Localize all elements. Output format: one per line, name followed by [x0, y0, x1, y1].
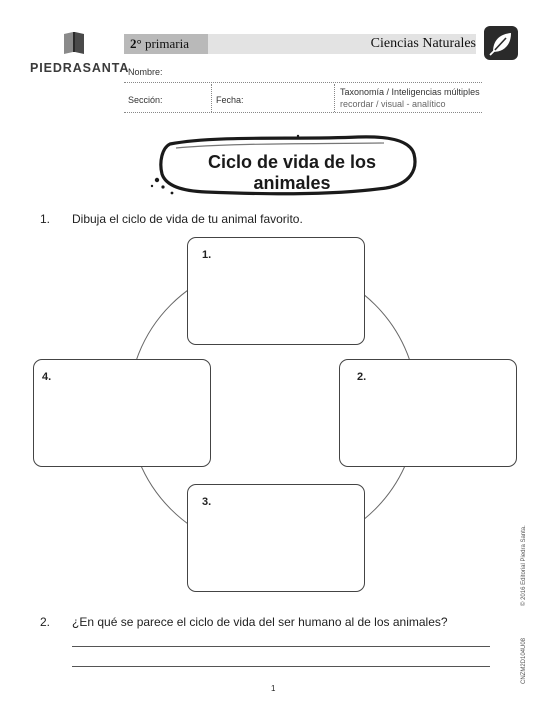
field-divider	[334, 84, 335, 112]
leaf-icon	[484, 26, 518, 60]
answer-line[interactable]	[72, 666, 490, 667]
cycle-box-label: 2.	[357, 371, 367, 383]
document-code: CNZM2D104U08	[521, 637, 527, 684]
page-number: 1	[271, 684, 276, 693]
cycle-box-label: 3.	[202, 496, 212, 508]
cycle-box-label: 1.	[202, 249, 212, 261]
grade-number: 2°	[130, 36, 142, 51]
book-logo-icon	[60, 28, 88, 56]
page-title: Ciclo de vida de los animales	[207, 152, 377, 193]
subject-badge	[484, 26, 518, 60]
name-label: Nombre:	[128, 67, 163, 77]
section-date-field[interactable]	[124, 112, 482, 113]
publisher-logo: PIEDRASANTA	[30, 61, 130, 75]
taxonomy-title: Taxonomía / Inteligencias múltiples	[340, 87, 480, 97]
cycle-box-4[interactable]	[33, 359, 211, 467]
cycle-box-label: 4.	[42, 371, 52, 383]
question-number: 1.	[40, 212, 51, 226]
date-label: Fecha:	[216, 95, 244, 105]
question-number: 2.	[40, 615, 51, 629]
cycle-box-2[interactable]	[339, 359, 517, 467]
copyright-note: © 2016 Editorial Piedra Santa.	[521, 525, 527, 606]
grade-word: primaria	[144, 36, 189, 51]
name-field[interactable]	[124, 82, 482, 83]
cycle-box-3[interactable]	[187, 484, 365, 592]
question-text: Dibuja el ciclo de vida de tu animal favorito.	[72, 212, 303, 226]
grade-label	[130, 36, 189, 52]
field-divider	[211, 84, 212, 112]
section-label: Sección:	[128, 95, 163, 105]
question-text: ¿En qué se parece el ciclo de vida del ser humano al de los animales?	[72, 615, 448, 629]
subject-title: Ciencias Naturales	[370, 36, 476, 51]
answer-line[interactable]	[72, 646, 490, 647]
cycle-box-1[interactable]	[187, 237, 365, 345]
taxonomy-values: recordar / visual - analítico	[340, 99, 446, 109]
